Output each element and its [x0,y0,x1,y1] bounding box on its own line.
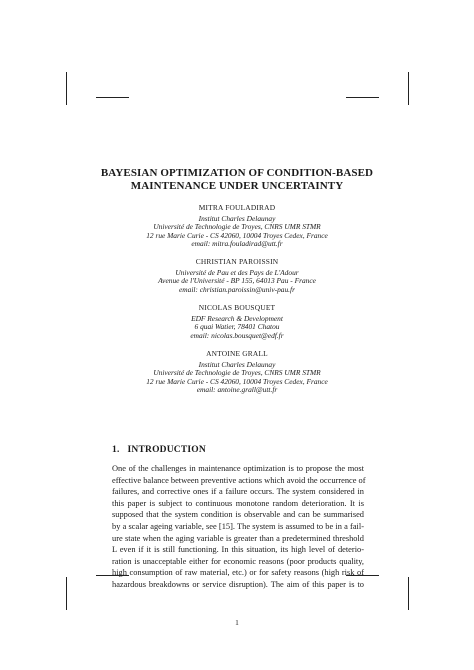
author-block [0,304,474,340]
crop-mark-top-right [408,72,409,105]
section-title: INTRODUCTION [127,445,206,455]
body-paragraph [112,463,364,591]
author-name: ANTOINE GRALL [206,349,268,358]
author-email: email: antoine.grall@utt.fr [196,385,278,395]
author-email: email: nicolas.bousquet@edf.fr [190,330,284,340]
paper-title-line: BAYESIAN OPTIMIZATION OF CONDITION-BASED [100,167,374,179]
body-line: failures, and corrective ones if a failure occurs. The system considered in [112,487,364,497]
affiliation-line: 6 quai Watier, 78401 Chatou [194,322,280,332]
section-number: 1. [112,445,120,455]
author-email: email: mitra.fouladirad@utt.fr [191,239,283,249]
affiliation-line: 12 rue Marie Curie - CS 42060, 10004 Troyes Cedex, France [146,376,328,386]
body-line: by a scalar ageing variable, see [15]. The system is assumed to be in a fail- [112,521,364,531]
author-name: NICOLAS BOUSQUET [198,303,276,312]
crop-mark-top-right-h [346,97,379,98]
body-line: supposed that the system condition is observable and can be summarised [112,510,364,520]
body-line: effective balance between preventive actions which avoid the occurrence of [112,475,366,485]
crop-mark-bottom-right [408,577,409,610]
body-line: One of the challenges in maintenance optimization is to propose the most [112,464,364,473]
author-name: CHRISTIAN PAROISSIN [195,257,279,266]
paper-title-line: MAINTENANCE UNDER UNCERTAINTY [130,179,344,192]
body-line: ration is unacceptable either for economic reasons (poor products quality, [112,556,364,566]
affiliation-line: Institut Charles Delaunay [198,359,276,369]
body-line: hazardous breakdowns or service disruption). The aim of this paper is to [112,579,364,589]
body-line: ure state when the aging variable is greater than a predetermined threshold [112,533,364,543]
affiliation-line: Institut Charles Delaunay [198,213,276,223]
body-line: high consumption of raw material, etc.) or for safety reasons (high risk of [112,568,364,578]
affiliation-line: EDF Research & Development [191,313,283,323]
page-number: 1 [235,618,239,627]
author-block [0,258,474,294]
author-name: MITRA FOULADIRAD [198,203,276,212]
author-block [0,204,474,249]
crop-mark-top-left-h [96,97,129,98]
crop-mark-bottom-left [66,577,67,610]
body-line: L even if it is still functioning. In this situation, its high level of deterio- [112,545,364,555]
body-line: this paper is subject to continuous monotone random deterioration. It is [112,498,364,508]
affiliation-line: Université de Technologie de Troyes, CNRS UMR STMR [153,222,321,232]
affiliation-line: Université de Technologie de Troyes, CNRS UMR STMR [153,368,321,378]
author-block [0,350,474,395]
section-heading [112,445,206,455]
affiliation-line: Avenue de l'Université - BP 155, 64013 Pau - France [158,276,316,286]
paper-title [0,167,474,192]
author-email: email: christian.paroissin@univ-pau.fr [179,284,295,294]
affiliation-line: Université de Pau et des Pays de L'Adour [175,267,299,277]
crop-mark-top-left [66,72,67,105]
affiliation-line: 12 rue Marie Curie - CS 42060, 10004 Troyes Cedex, France [146,230,328,240]
